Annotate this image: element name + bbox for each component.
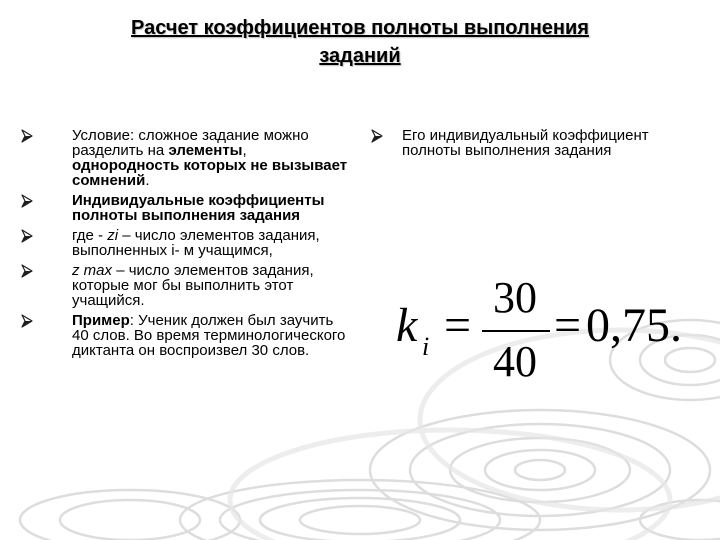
slide-title [60,14,660,70]
arrowhead-bullet-icon [20,264,34,278]
left-bullet-list [20,128,350,363]
zmax-text: – число элементов задания, которые мог бы выполнить этот учащийся. [72,262,314,309]
arrowhead-bullet-icon [370,129,384,143]
zi-prefix: где - [72,227,104,244]
list-item-zmax-definition [20,263,350,308]
condition-text: Условие: сложное задание можно разделить на [72,127,309,159]
list-item-example [20,313,350,358]
formula-numerator: 30 [493,273,537,322]
individual-coefficients-text: Индивидуальные коэффициенты полноты выполнения задания [72,192,325,224]
formula-subscript-i: i [422,332,430,361]
coefficient-formula [390,270,690,390]
formula-denominator: 40 [493,337,537,386]
right-bullet-list [370,128,670,163]
formula-result: 0,75. [586,299,682,352]
formula-equals-1: = [444,299,472,352]
arrowhead-bullet-icon [20,194,34,208]
condition-bold-homogeneity: однородность которых не вызывает сомнений [72,157,348,189]
arrowhead-bullet-icon [20,229,34,243]
list-item-individual-coefficient [370,128,670,158]
formula-k: k [396,299,418,352]
formula-equals-2: = [554,299,582,352]
zmax-variable: z max [72,262,113,279]
zi-text: – число элементов задания, выполненных i- м учащимся, [72,227,320,259]
list-item-individual-coefficients [20,193,350,223]
title-line-1: Расчет коэффициентов полноты выполнения [131,17,589,39]
example-text: : Ученик должен был заучить 40 слов. Во время терминологического диктанта он воспроизвел 30 слов. [72,312,346,359]
condition-period: . [145,172,150,189]
condition-comma: , [242,142,247,159]
arrowhead-bullet-icon [20,129,34,143]
arrowhead-bullet-icon [20,314,34,328]
fraction-bar [482,330,550,332]
list-item-zi-definition [20,228,350,258]
title-line-2: заданий [319,45,401,67]
individual-coefficient-text: Его индивидуальный коэффициент полноты выполнения задания [402,127,649,159]
zi-variable: zi [107,227,119,244]
list-item-condition [20,128,350,188]
condition-bold-elements: элементы [168,142,243,159]
example-label: Пример [72,312,130,329]
